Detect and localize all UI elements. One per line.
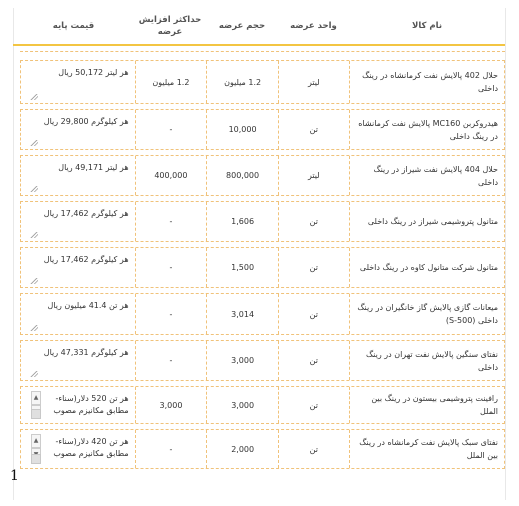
- table-row: [20, 429, 505, 469]
- price-text: هر تن 41.4 میلیون ریال: [47, 301, 129, 310]
- price-text: هر کیلوگرم 47,331 ریال: [43, 348, 129, 357]
- cell-volume: 800,000: [206, 156, 278, 195]
- cell-volume: 2,000: [206, 430, 278, 468]
- table-row: [20, 60, 505, 104]
- table-row: [20, 340, 505, 381]
- cell-max-increase: -: [135, 202, 207, 241]
- cell-unit: لیتر: [278, 61, 349, 103]
- cell-max-increase: -: [135, 248, 207, 287]
- cell-volume: 1.2 میلیون: [206, 61, 278, 103]
- price-text: هر تن 520 دلار(سناء- مطابق مکانیزم مصوب: [53, 394, 129, 415]
- resize-handle-icon[interactable]: [30, 232, 38, 238]
- table-row-stub: [20, 44, 505, 52]
- price-text: هر لیتر 50,172 ریال: [58, 68, 129, 77]
- header-base-price: قیمت پایه: [52, 21, 95, 31]
- table-header: [13, 8, 505, 46]
- resize-handle-icon[interactable]: [30, 278, 38, 284]
- table-row: [20, 155, 505, 196]
- cell-product-name: متانول شرکت متانول کاوه در رینگ داخلی: [349, 248, 504, 287]
- price-text: هر کیلوگرم 29,800 ریال: [43, 117, 129, 126]
- resize-handle-icon[interactable]: [30, 140, 38, 146]
- cell-unit: تن: [278, 294, 349, 334]
- cell-base-price[interactable]: [21, 156, 135, 195]
- price-text: هر تن 420 دلار(سناء- مطابق مکانیزم مصوب: [53, 437, 129, 458]
- cell-volume: 3,000: [206, 341, 278, 380]
- header-max-increase: حداکثر افزایش عرضه: [138, 15, 202, 37]
- cell-max-increase: -: [135, 294, 207, 334]
- cell-product-name: حلال 404 پالایش نفت شیراز در رینگ داخلی: [349, 156, 504, 195]
- table-row: [20, 201, 505, 242]
- cell-volume: 10,000: [206, 110, 278, 149]
- cell-base-price[interactable]: [21, 294, 135, 334]
- cell-volume: 1,500: [206, 248, 278, 287]
- header-name: نام کالا: [411, 21, 443, 31]
- cell-volume: 1,606: [206, 202, 278, 241]
- cell-product-name: متانول پتروشیمی شیراز در رینگ داخلی: [349, 202, 504, 241]
- table-body: [20, 60, 505, 474]
- table-row: [20, 386, 505, 424]
- cell-unit: تن: [278, 341, 349, 380]
- cell-product-name: نفتای سنگین پالایش نفت تهران در رینگ داخلی: [349, 341, 504, 380]
- cell-volume: 3,000: [206, 387, 278, 423]
- price-text: هر کیلوگرم 17,462 ریال: [43, 209, 129, 218]
- page-marker: 1: [10, 468, 19, 484]
- cell-unit: تن: [278, 248, 349, 287]
- cell-max-increase: -: [135, 430, 207, 468]
- cell-base-price[interactable]: [21, 248, 135, 287]
- table-row: [20, 247, 505, 288]
- cell-base-price[interactable]: [21, 387, 135, 423]
- resize-handle-icon[interactable]: [30, 186, 38, 192]
- cell-product-name: میعانات گازی پالایش گاز خانگیران در رینگ داخلی (S-500): [349, 294, 504, 334]
- cell-max-increase: 400,000: [135, 156, 207, 195]
- resize-handle-icon[interactable]: [30, 94, 38, 100]
- cell-unit: لیتر: [278, 156, 349, 195]
- cell-unit: تن: [278, 110, 349, 149]
- cell-base-price[interactable]: [21, 61, 135, 103]
- cell-max-increase: 3,000: [135, 387, 207, 423]
- header-unit: واحد عرضه: [290, 21, 337, 31]
- cell-max-increase: 1.2 میلیون: [135, 61, 207, 103]
- cell-volume: 3,014: [206, 294, 278, 334]
- cell-product-name: هیدروکربن MC160 پالایش نفت کرمانشاه در رینگ داخلی: [349, 110, 504, 149]
- cell-product-name: حلال 402 پالایش نفت کرمانشاه در رینگ داخلی: [349, 61, 504, 103]
- resize-grip-icon[interactable]: [31, 454, 41, 464]
- resize-grip-icon[interactable]: [31, 409, 41, 419]
- price-text: هر کیلوگرم 17,462 ریال: [43, 255, 129, 264]
- cell-unit: تن: [278, 202, 349, 241]
- price-text: هر لیتر 49,171 ریال: [58, 163, 129, 172]
- cell-product-name: نفتای سبک پالایش نفت کرمانشاه در رینگ بین الملل: [349, 430, 504, 468]
- resize-handle-icon[interactable]: [30, 371, 38, 377]
- table-row: [20, 293, 505, 335]
- scroll-up-icon[interactable]: ▲: [31, 391, 41, 405]
- cell-max-increase: -: [135, 341, 207, 380]
- scroll-up-icon[interactable]: ▲: [31, 434, 41, 448]
- cell-base-price[interactable]: [21, 202, 135, 241]
- table-row: [20, 109, 505, 150]
- cell-base-price[interactable]: [21, 341, 135, 380]
- cell-unit: تن: [278, 387, 349, 423]
- cell-base-price[interactable]: [21, 430, 135, 468]
- resize-handle-icon[interactable]: [30, 325, 38, 331]
- cell-product-name: رافینت پتروشیمی بیستون در رینگ بین الملل: [349, 387, 504, 423]
- header-volume: حجم عرضه: [218, 21, 266, 31]
- cell-max-increase: -: [135, 110, 207, 149]
- cell-base-price[interactable]: [21, 110, 135, 149]
- cell-unit: تن: [278, 430, 349, 468]
